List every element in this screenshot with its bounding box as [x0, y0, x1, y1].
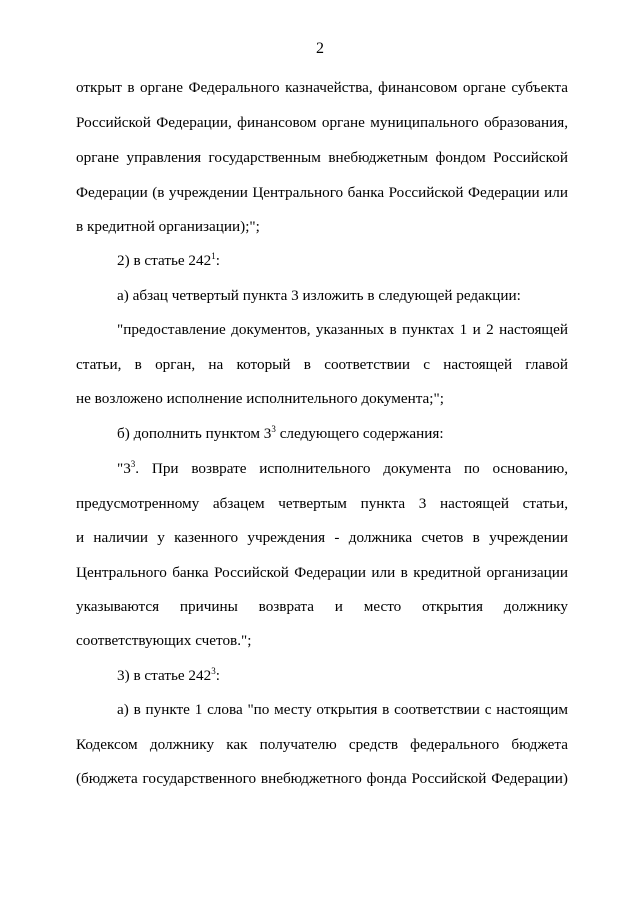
paragraph-line: соответствующих счетов."; [76, 632, 252, 649]
paragraph-line: Российской Федерации, финансовом органе муниципального образования, [76, 114, 568, 131]
superscript: 3 [271, 424, 276, 434]
list-item-subpoint: а) в пункте 1 слова "по месту открытия в соответствии с настоящим [117, 701, 568, 718]
paragraph-line: и наличии у казенного учреждения - должника счетов в учреждении [76, 529, 568, 546]
paragraph-line: открыт в органе Федерального казначейства, финансовом органе субъекта [76, 79, 568, 96]
paragraph-line: статьи, в орган, на который в соответствии с настоящей главой [76, 356, 568, 373]
paragraph-line: Федерации (в учреждении Центрального банка Российской Федерации или [76, 184, 568, 201]
paragraph-line: указываются причины возврата и место открытия должнику [76, 598, 568, 615]
paragraph-line: предусмотренному абзацем четвертым пункта 3 настоящей статьи, [76, 495, 568, 512]
superscript: 3 [211, 666, 216, 676]
superscript: 1 [211, 251, 216, 261]
line-text: следующего содержания: [275, 425, 444, 442]
line-text: 3) в статье 242 [117, 667, 212, 684]
paragraph-line: не возложено исполнение исполнительного документа;"; [76, 390, 444, 407]
line-text: : [215, 252, 220, 269]
paragraph-line: (бюджета государственного внебюджетного фонда Российской Федерации) [76, 770, 568, 787]
superscript: 3 [130, 459, 136, 469]
paragraph-line: Кодексом должнику как получателю средств федерального бюджета [76, 736, 568, 753]
line-text: б) дополнить пунктом 3 [117, 425, 272, 442]
quoted-paragraph-line [117, 459, 568, 479]
page-number: 2 [316, 40, 324, 57]
line-text: "3 [117, 460, 131, 477]
line-text: 2) в статье 242 [117, 252, 212, 269]
list-item-article [117, 251, 568, 271]
paragraph-line: Центрального банка Российской Федерации или в кредитной организации [76, 564, 568, 581]
paragraph-line: органе управления государственным внебюджетным фондом Российской [76, 149, 568, 166]
paragraph-line: в кредитной организации);"; [76, 218, 260, 235]
quoted-paragraph-line: "предоставление документов, указанных в пунктах 1 и 2 настоящей [117, 321, 568, 338]
list-item-subpoint: а) абзац четвертый пункта 3 изложить в следующей редакции: [117, 287, 521, 304]
line-text: . При возврате исполнительного документа по основанию, [135, 460, 568, 477]
line-text: : [215, 667, 220, 684]
list-item-article [117, 666, 568, 686]
list-item-subpoint [117, 424, 568, 444]
